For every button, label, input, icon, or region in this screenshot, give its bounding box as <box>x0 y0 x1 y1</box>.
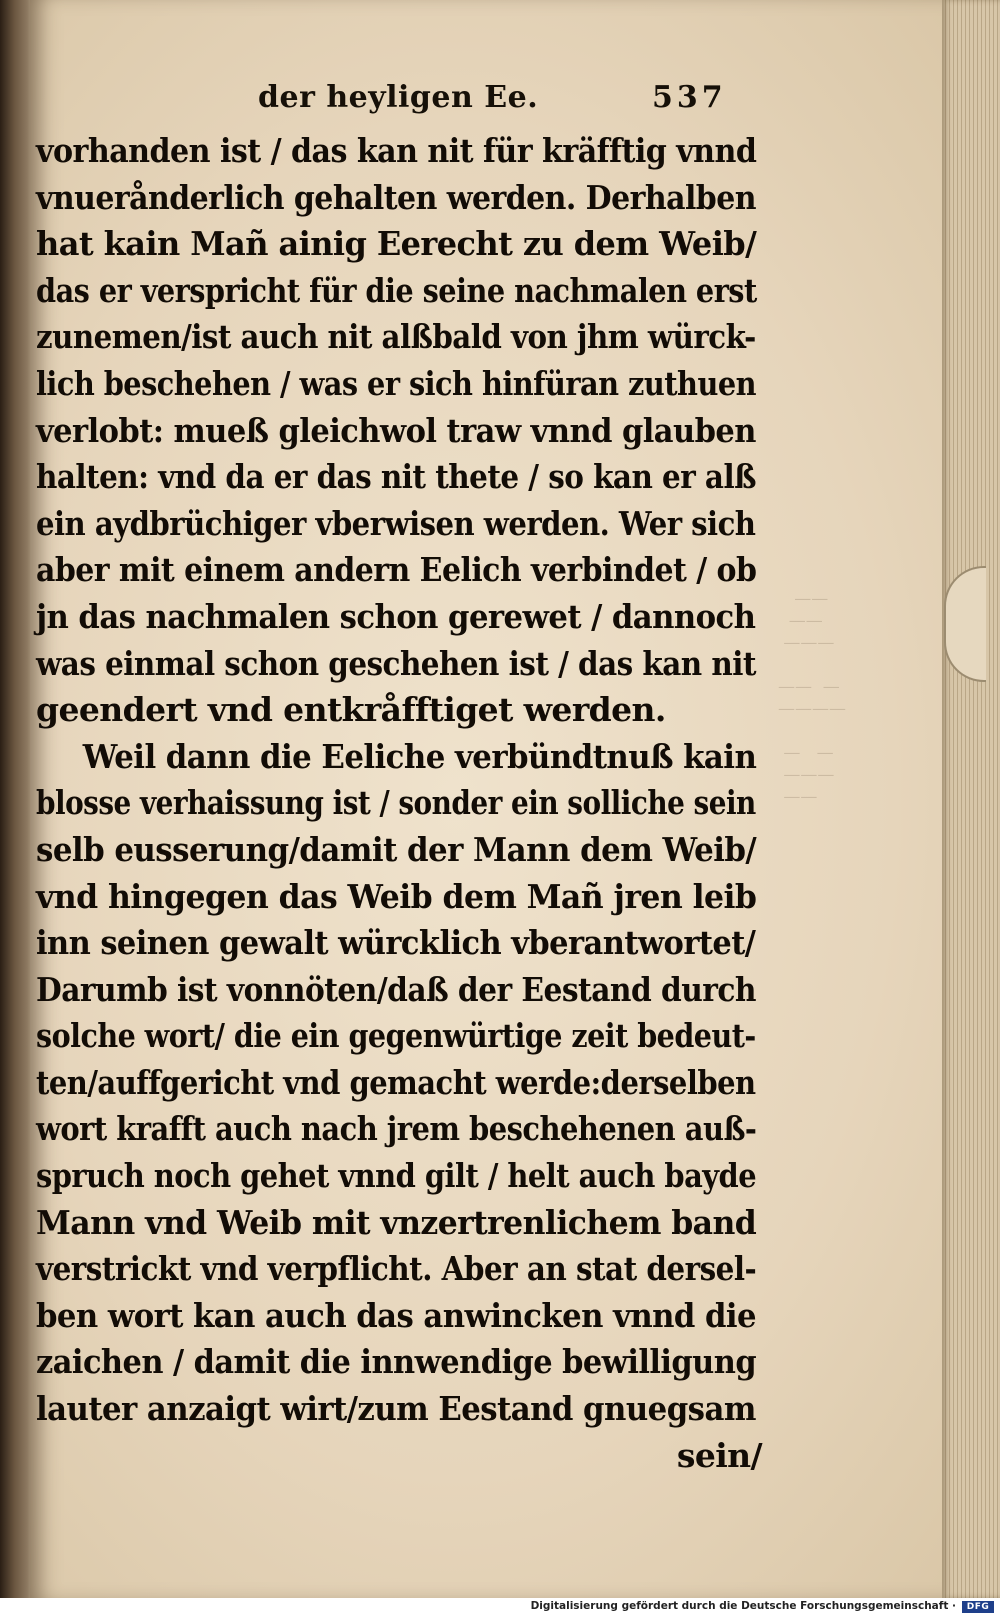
text-line: ein aydbrüchiger vberwisen werden. Wer sich <box>36 503 756 543</box>
page-header <box>60 80 760 130</box>
text-line: verstrickt vnd verpflicht. Aber an stat dersel- <box>36 1249 757 1289</box>
text-line: zaichen / damit die innwendige bewilligung <box>36 1342 757 1382</box>
text-line: hat kain Mañ ainig Eerecht zu dem Weib/ <box>36 224 757 264</box>
show-through-text: —— —— ——— —— — ———— — — ——— —— <box>778 589 846 807</box>
text-line: aber mit einem andern Eelich verbindet / ob <box>36 550 757 590</box>
text-line: wort krafft auch nach jrem beschehenen auß- <box>36 1109 757 1149</box>
text-line: lich beschehen / was er sich hinfüran zuthuen <box>36 363 757 403</box>
text-line: vnd hingegen das Weib dem Mañ jren leib <box>36 876 757 916</box>
page-stack-edge <box>942 0 1000 1598</box>
text-line: das er verspricht für die seine nachmalen erst <box>36 270 757 310</box>
text-line: vnuerånderlich gehalten werden. Derhalben <box>36 177 756 217</box>
text-line: inn seinen gewalt würcklich vberantwortet/ <box>36 923 756 963</box>
page-tab-clip <box>944 566 986 682</box>
body-text <box>36 128 766 1479</box>
text-line: selb eusserung/damit der Mann dem Weib/ <box>36 829 757 869</box>
text-line: geendert vnd entkråfftiget werden. <box>36 690 666 730</box>
text-line: blosse verhaissung ist / sonder ein solliche sein <box>36 783 756 823</box>
text-line: zunemen/ist auch nit alßbald von jhm würck- <box>36 317 756 357</box>
catchword: sein/ <box>676 1435 762 1475</box>
text-line: Darumb ist vonnöten/daß der Eestand durch <box>36 969 756 1009</box>
dfg-logo: DFG <box>962 1601 994 1613</box>
text-line: Weil dann die Eeliche verbündtnuß kain <box>82 736 757 776</box>
text-line: was einmal schon geschehen ist / das kan nit <box>36 643 756 683</box>
text-line: Mann vnd Weib mit vnzertrenlichem band <box>36 1202 757 1242</box>
digitization-credit: Digitalisierung gefördert durch die Deutsche Forschungsgemeinschaft · <box>530 1600 956 1612</box>
text-line: ben wort kan auch das anwincken vnnd die <box>36 1295 757 1335</box>
text-line: vorhanden ist / das kan nit für kräfftig vnnd <box>36 131 757 170</box>
text-line: spruch noch gehet vnnd gilt / helt auch bayde <box>36 1156 757 1196</box>
text-line: solche wort/ die ein gegenwürtige zeit bedeut- <box>36 1016 756 1056</box>
text-line: jn das nachmalen schon gerewet / dannoch <box>36 596 756 636</box>
running-head: der heyligen Ee. <box>258 80 539 115</box>
text-line: lauter anzaigt wirt/zum Eestand gnuegsam <box>36 1389 756 1429</box>
text-line: verlobt: mueß gleichwol traw vnnd glauben <box>36 410 756 450</box>
text-line: ten/auffgericht vnd gemacht werde:derselben <box>36 1062 756 1102</box>
text-line: halten: vnd da er das nit thete / so kan er alß <box>36 457 756 497</box>
page-number: 537 <box>652 80 727 115</box>
